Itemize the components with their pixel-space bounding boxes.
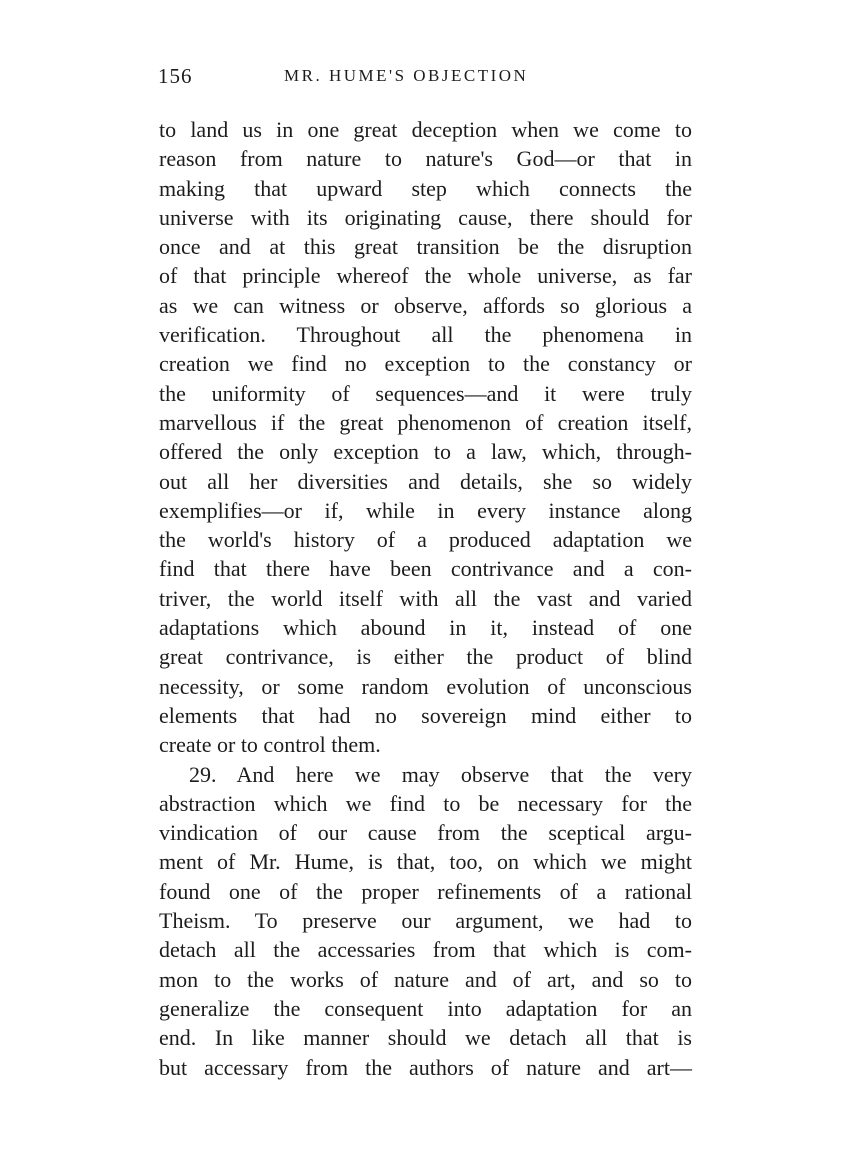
text-line: once and at this great transition be the disruption — [159, 234, 692, 260]
text-line: marvellous if the great phenomenon of creation itself, — [159, 409, 692, 435]
text-line: creation we find no exception to the constancy or — [159, 351, 692, 377]
text-line: necessity, or some random evolution of unconscious — [159, 673, 692, 699]
text-line: out all her diversities and details, she so widely — [159, 468, 692, 494]
text-line: of that principle whereof the whole universe, as far — [159, 263, 692, 289]
text-line: adaptations which abound in it, instead of one — [159, 615, 692, 641]
body-text — [159, 115, 692, 1082]
text-line: elements that had no sovereign mind either to — [159, 702, 692, 728]
text-line: the world's history of a produced adaptation we — [159, 527, 692, 553]
text-line: to land us in one great deception when we come to — [159, 117, 692, 142]
text-line: end. In like manner should we detach all that is — [159, 1025, 692, 1051]
text-line: found one of the proper refinements of a rational — [159, 878, 692, 904]
text-line: Theism. To preserve our argument, we had to — [159, 908, 692, 934]
text-line: triver, the world itself with all the vast and varied — [159, 585, 692, 611]
paragraph-end-line: create or to control them. — [159, 732, 381, 758]
text-line: universe with its originating cause, there should for — [159, 204, 692, 230]
text-line: abstraction which we find to be necessary for the — [159, 790, 692, 816]
text-line: as we can witness or observe, affords so glorious a — [159, 292, 692, 318]
text-line: reason from nature to nature's God—or that in — [159, 146, 692, 172]
text-line: detach all the accessaries from that which is com- — [159, 937, 692, 963]
text-line: but accessary from the authors of nature and art— — [159, 1054, 692, 1080]
text-line: great contrivance, is either the product of blind — [159, 644, 692, 670]
text-line: generalize the consequent into adaptation for an — [159, 995, 692, 1021]
running-head: MR. HUME'S OBJECTION — [284, 66, 529, 85]
text-line: making that upward step which connects the — [159, 175, 692, 201]
text-line: ment of Mr. Hume, is that, too, on which we might — [159, 849, 692, 875]
text-line: find that there have been contrivance and a con- — [159, 556, 692, 582]
page-number: 156 — [158, 64, 193, 88]
text-line: verification. Throughout all the phenomena in — [159, 322, 692, 348]
text-line: the uniformity of sequences—and it were truly — [159, 380, 692, 406]
paragraph-29-start-line: 29. And here we may observe that the very — [189, 761, 692, 787]
text-line: exemplifies—or if, while in every instance along — [159, 497, 692, 523]
text-line: offered the only exception to a law, which, through- — [159, 439, 692, 465]
text-line: vindication of our cause from the sceptical argu- — [159, 820, 692, 846]
text-line: mon to the works of nature and of art, and so to — [159, 966, 692, 992]
page-header — [158, 64, 698, 94]
